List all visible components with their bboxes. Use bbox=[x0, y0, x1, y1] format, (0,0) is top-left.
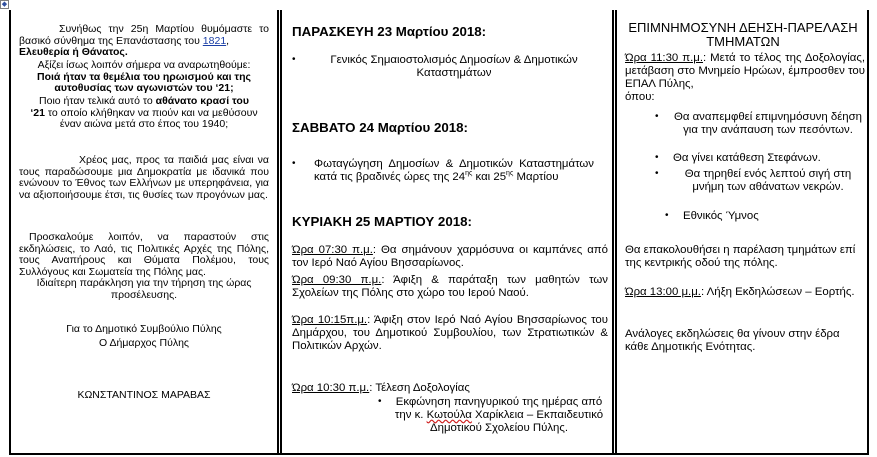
mayor-name: ΚΩΝΣΤΑΝΤΙΝΟΣ ΜΑΡΑΒΑΣ bbox=[77, 389, 211, 401]
memorial-bullet-1: • Θα αναπεμφθεί επιμνημόσυνη δέηση για την ανάπαυση των πεσόντων. bbox=[655, 111, 862, 136]
event-authorities: Ώρα 10:15π.μ.: Άφιξη στον Ιερό Ναό Αγίου Βησσαρίωνος του Δημάρχου, του Δημοτικού Συμβουλίου, των Στρατιωτικών & Πολιτικών Αρχών. bbox=[292, 314, 609, 352]
invitation-paragraph: Προσκαλούμε λοιπόν, να παραστούν στις εκδηλώσεις, το Λαό, τις Πολιτικές Αρχές της Πόλης, τους Αναπήρους και Θύματα Πολέμου, τους Συλλόγους και Σωματεία της Πόλης μας. bbox=[19, 231, 269, 278]
program-table bbox=[9, 10, 869, 455]
time-1130: Ώρα 11:30 π.μ. bbox=[625, 52, 703, 64]
speaker-surname: Κωτούλα bbox=[426, 408, 472, 421]
saturday-heading: ΣΑΒΒΑΤΟ 24 Μαρτίου 2018: bbox=[292, 120, 468, 135]
event-students: Ώρα 09:30 π.μ.: Άφιξη & παράταξη των μαθητών των Σχολείων της Πόλης στο χώρο του Ιερού Ναού. bbox=[292, 274, 608, 299]
bullet-icon: • bbox=[378, 396, 382, 407]
doxology-bullet: • Εκφώνηση πανηγυρικού της ημέρας από την κ. Κωτούλα Χαρίκλεια – Εκπαιδευτικό Δημοτικού Σχολείου Πύλης. bbox=[378, 396, 604, 434]
time-1300: Ώρα 13:00 μ.μ. bbox=[625, 286, 701, 298]
column-announcement bbox=[11, 10, 277, 453]
event-doxology: Ώρα 10:30 π.μ.: Τέλεση Δοξολογίας bbox=[292, 382, 470, 394]
wine-paragraph: Ποιο ήταν τελικά αυτό το αθάνατο κρασί του ‘21 το οποίο κλήθηκαν να πιούν και να μεθύσουν έναν αιώνα μετά στο έπος του 1940; bbox=[30, 95, 258, 131]
time-1030: Ώρα 10:30 π.μ. bbox=[292, 382, 370, 394]
sunday-heading: ΚΥΡΙΑΚΗ 25 ΜΑΡΤΙΟΥ 2018: bbox=[292, 214, 472, 229]
bullet-icon: • bbox=[655, 111, 659, 122]
signature-line-1: Για το Δημοτικό Συμβούλιο Πύλης bbox=[66, 323, 222, 335]
event-bells: Ώρα 07:30 π.μ.: Θα σημάνουν χαρμόσυνα οι καμπάνες από τον Ιερό Ναό Αγίου Βησσαρίωνος. bbox=[292, 244, 608, 269]
time-1015: Ώρα 10:15π.μ. bbox=[292, 314, 368, 326]
punctuality-paragraph: Ιδιαίτερη παράκληση για την τήρηση της ώρας προσέλευσης. bbox=[36, 277, 252, 301]
intro-paragraph: Συνήθως την 25η Μαρτίου θυμόμαστε το βασικό σύνθημα της Επανάστασης του 1821, Ελευθερία ή Θάνατος. bbox=[19, 23, 269, 59]
column-memorial bbox=[612, 10, 867, 453]
bullet-icon: • bbox=[665, 210, 669, 221]
saturday-bullet: • Φωταγώγηση Δημοσίων & Δημοτικών Καταστημάτων κατά τις βραδινές ώρες της $24^{\eta\varsigma}$ και $25^{\eta\varsigma}$ Μαρτίου bbox=[292, 158, 594, 183]
bullet-icon: • bbox=[655, 152, 659, 163]
duty-paragraph: Χρέος μας, προς τα παιδιά μας είναι να τους παραδώσουμε μια Δημοκρατία με ιδανικά που ενώνουν το Έθνος των Ελλήνων με υπερηφάνεια, για να αξιοποιήσουμε έτσι, τις θυσίες των προγόνων μας. bbox=[19, 154, 269, 201]
year-link[interactable]: 1821 bbox=[202, 34, 227, 47]
memorial-bullet-3: • Θα τηρηθεί ενός λεπτού σιγή στη μνήμη των αθάνατων νεκρών. bbox=[655, 168, 852, 193]
question-paragraph: Αξίζει ίσως λοιπόν σήμερα να αναρωτηθούμε: Ποιά ήταν τα θεμέλια του ηρωισμού και της αυτοθυσίας των αγωνιστών του ‘21; bbox=[37, 59, 251, 95]
time-0730: Ώρα 07:30 π.μ. bbox=[292, 244, 373, 256]
friday-heading: ΠΑΡΑΣΚΕΥΗ 23 Μαρτίου 2018: bbox=[292, 24, 487, 39]
memorial-bullet-2: • Θα γίνει κατάθεση Στεφάνων. bbox=[655, 152, 821, 164]
closing-paragraph: Ανάλογες εκδηλώσεις θα γίνουν στην έδρα κάθε Δημοτικής Ενότητας. bbox=[625, 328, 840, 353]
bullet-icon: • bbox=[292, 54, 296, 65]
anchor-marker-icon: ◆ bbox=[1, 1, 8, 8]
signature-line-2: Ο Δήμαρχος Πύλης bbox=[99, 337, 189, 349]
bullet-icon: • bbox=[655, 168, 659, 179]
event-closing: Ώρα 13:00 μ.μ.: Λήξη Εκδηλώσεων – Εορτής. bbox=[625, 286, 855, 298]
event-memorial: Ώρα 11:30 π.μ.: Μετά το τέλος της Δοξολογίας, μετάβαση στο Μνημείο Ηρώων, έμπροσθεν του ΕΠΑΛ Πύλης, bbox=[625, 52, 866, 90]
time-0930: Ώρα 09:30 π.μ. bbox=[292, 274, 382, 286]
bullet-icon: • bbox=[292, 158, 296, 169]
parade-paragraph: Θα επακολουθήσει η παρέλαση τμημάτων επί της κεντρικής οδού της πόλης. bbox=[625, 244, 856, 269]
memorial-bullet-4: • Εθνικός Ύμνος bbox=[665, 210, 759, 222]
friday-bullet: • Γενικός Σημαιοστολισμός Δημοσίων & Δημοτικών Καταστημάτων bbox=[292, 54, 578, 79]
memorial-heading: ΕΠΙΜΝΗΜΟΣΥΝΗ ΔΕΗΣΗ-ΠΑΡΕΛΑΣΗ ΤΜΗΜΑΤΩΝ bbox=[628, 20, 858, 49]
column-schedule bbox=[277, 10, 612, 453]
where-label: όπου: bbox=[625, 91, 655, 103]
